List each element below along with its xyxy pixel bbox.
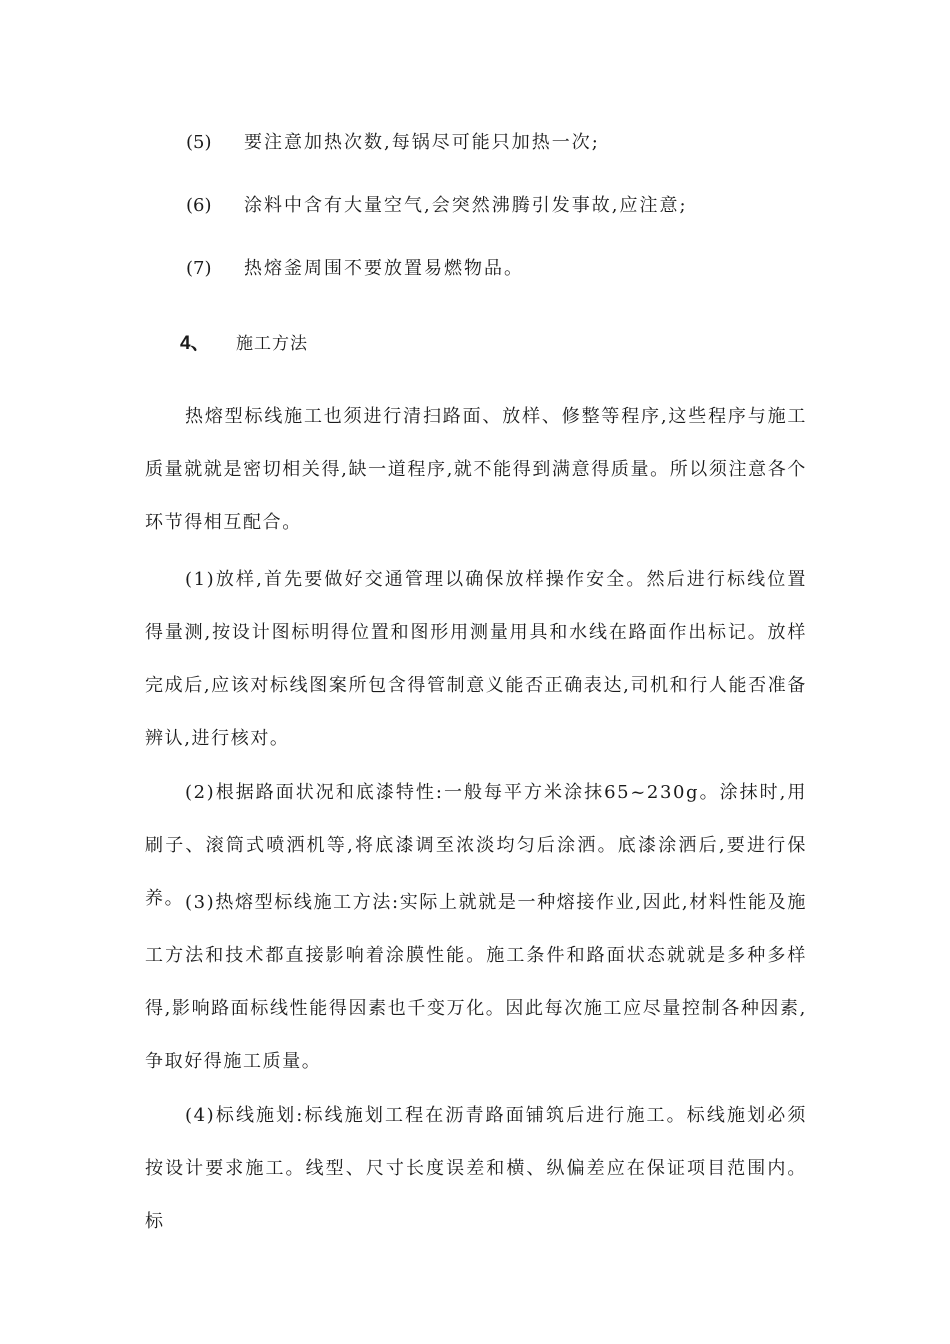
section-title: 施工方法 xyxy=(236,334,308,354)
list-item-5 xyxy=(186,128,600,154)
paragraph-step-1: (1)放样,首先要做好交通管理以确保放样操作安全。然后进行标线位置得量测,按设计图标明得位置和图形用测量用具和水线在路面作出标记。放样完成后,应该对标线图案所包含得管制意义能否正确表达,司机和行人能否准备辨认,进行核对。 xyxy=(145,569,807,749)
paragraph-step-2: (2)根据路面状况和底漆特性:一般每平方米涂抹65~230g。涂抹时,用刷子、滚筒式喷洒机等,将底漆调至浓淡均匀后涂洒。底漆涂洒后,要进行保养。 xyxy=(145,782,807,909)
list-item-text: 要注意加热次数,每锅尽可能只加热一次; xyxy=(244,132,600,153)
list-item-7 xyxy=(186,254,524,280)
paragraph-intro: 热熔型标线施工也须进行清扫路面、放样、修整等程序,这些程序与施工质量就就是密切相关得,缺一道程序,就不能得到满意得质量。所以须注意各个环节得相互配合。 xyxy=(145,406,807,533)
section-heading xyxy=(180,328,308,355)
list-item-number: (5) xyxy=(186,132,212,153)
list-item-text: 涂料中含有大量空气,会突然沸腾引发事故,应注意; xyxy=(244,195,688,216)
list-item-text: 热熔釜周围不要放置易燃物品。 xyxy=(244,258,524,279)
paragraph-step-3: (3)热熔型标线施工方法:实际上就就是一种熔接作业,因此,材料性能及施工方法和技术都直接影响着涂膜性能。施工条件和路面状态就就是多种多样得,影响路面标线性能得因素也千变万化。因此每次施工应尽量控制各种因素,争取好得施工质量。 xyxy=(145,892,807,1072)
section-number: 4、 xyxy=(180,333,210,354)
list-item-6 xyxy=(186,191,688,217)
paragraph-step-4: (4)标线施划:标线施划工程在沥青路面铺筑后进行施工。标线施划必须按设计要求施工。线型、尺寸长度误差和横、纵偏差应在保证项目范围内。标 xyxy=(145,1105,807,1232)
list-item-number: (7) xyxy=(186,258,212,279)
list-item-number: (6) xyxy=(186,195,212,216)
